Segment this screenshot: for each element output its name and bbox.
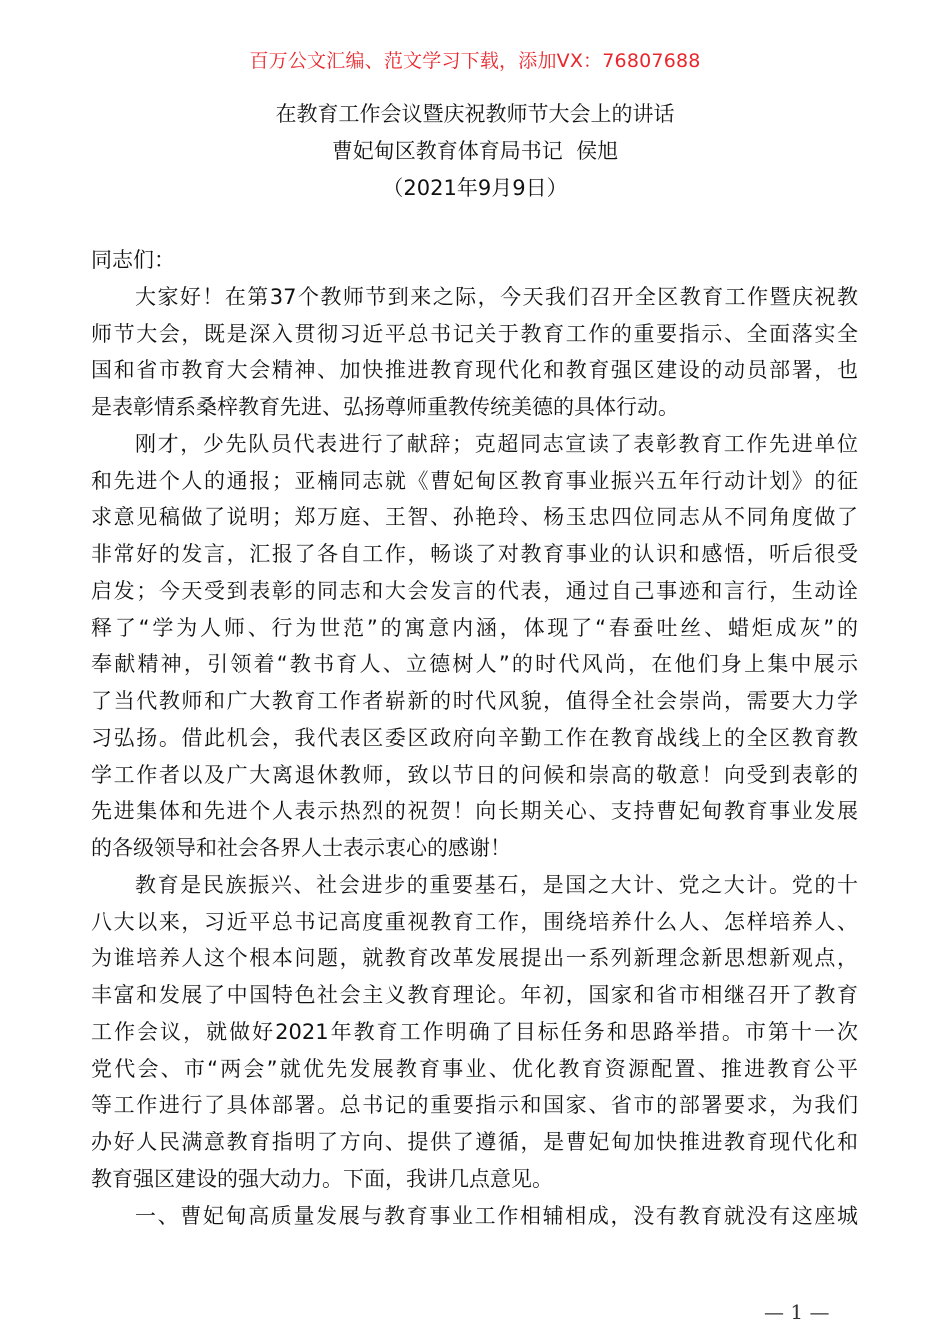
- paragraph: [91, 426, 858, 867]
- paragraph-line: 师节大会，既是深入贯彻习近平总书记关于教育工作的重要指示、全面落实全: [91, 321, 858, 346]
- paragraph: [91, 1198, 858, 1235]
- paragraph: [91, 279, 858, 426]
- paragraph-line: 求意见稿做了说明；郑万庭、王智、孙艳玲、杨玉忠四位同志从不同角度做了: [91, 505, 858, 530]
- paragraph-line: 八大以来，习近平总书记高度重视教育工作，围绕培养什么人、怎样培养人、: [91, 909, 858, 934]
- paragraph-line: 启发；今天受到表彰的同志和大会发言的代表，通过自己事迹和言行，生动诠: [91, 578, 858, 603]
- paragraph-line: 工作会议，就做好2021年教育工作明确了目标任务和思路举措。市第十一次: [91, 1019, 858, 1044]
- paragraph-line: 和先进个人的通报；亚楠同志就《曹妃甸区教育事业振兴五年行动计划》的征: [91, 468, 858, 493]
- speaker-line: 曹妃甸区教育体育局书记 侯旭: [331, 139, 619, 163]
- speech-date: （2021年9月9日）: [382, 176, 568, 200]
- paragraph-line: 一、曹妃甸高质量发展与教育事业工作相辅相成，没有教育就没有这座城: [135, 1203, 858, 1228]
- paragraph-line: 教育是民族振兴、社会进步的重要基石，是国之大计、党之大计。党的十: [135, 872, 858, 897]
- paragraph-line: 国和省市教育大会精神、加快推进教育现代化和教育强区建设的动员部署，也: [91, 358, 858, 383]
- paragraph-line: 了当代教师和广大教育工作者崭新的时代风貌，值得全社会崇尚，需要大力学: [91, 689, 858, 713]
- paragraph: [91, 242, 858, 279]
- page-number: — 1 —: [764, 1300, 830, 1324]
- document-title: 在教育工作会议暨庆祝教师节大会上的讲话: [275, 102, 675, 126]
- paragraph-line: 是表彰情系桑梓教育先进、弘扬尊师重教传统美德的具体行动。: [91, 395, 679, 419]
- paragraph-line: 教育强区建设的强大动力。下面，我讲几点意见。: [91, 1166, 553, 1191]
- paragraph-line: 学工作者以及广大离退休教师，致以节日的问候和崇高的敬意！向受到表彰的: [91, 762, 858, 787]
- paragraph-line: 先进集体和先进个人表示热烈的祝贺！向长期关心、支持曹妃甸教育事业发展: [91, 799, 858, 824]
- paragraph-line: 的各级领导和社会各界人士表示衷心的感谢！: [91, 836, 511, 860]
- paragraph-line: 办好人民满意教育指明了方向、提供了遵循，是曹妃甸加快推进教育现代化和: [91, 1130, 858, 1154]
- document-body: [91, 242, 858, 1234]
- paragraph-line: 为谁培养人这个根本问题，就教育改革发展提出一系列新理念新思想新观点，: [91, 946, 858, 971]
- paragraph-line: 党代会、市“两会”就优先发展教育事业、优化教育资源配置、推进教育公平: [91, 1056, 858, 1081]
- paragraph: [91, 867, 858, 1198]
- paragraph-line: 同志们：: [91, 248, 175, 272]
- paragraph-line: 等工作进行了具体部署。总书记的重要指示和国家、省市的部署要求，为我们: [91, 1093, 858, 1118]
- paragraph-line: 习弘扬。借此机会，我代表区委区政府向辛勤工作在教育战线上的全区教育教: [91, 725, 858, 750]
- paragraph-line: 奉献精神，引领着“教书育人、立德树人”的时代风尚，在他们身上集中展示: [91, 652, 858, 677]
- paragraph-line: 释了“学为人师、行为世范”的寓意内涵，体现了“春蚕吐丝、蜡炬成灰”的: [91, 615, 858, 640]
- paragraph-line: 刚才，少先队员代表进行了献辞；克超同志宣读了表彰教育工作先进单位: [135, 431, 858, 456]
- paragraph-line: 丰富和发展了中国特色社会主义教育理论。年初，国家和省市相继召开了教育: [91, 983, 858, 1007]
- watermark-banner: 百万公文汇编、范文学习下载，添加VX：76807688: [249, 50, 701, 72]
- paragraph-line: 大家好！在第37个教师节到来之际，今天我们召开全区教育工作暨庆祝教: [135, 284, 858, 309]
- paragraph-line: 非常好的发言，汇报了各自工作，畅谈了对教育事业的认识和感悟，听后很受: [91, 542, 858, 566]
